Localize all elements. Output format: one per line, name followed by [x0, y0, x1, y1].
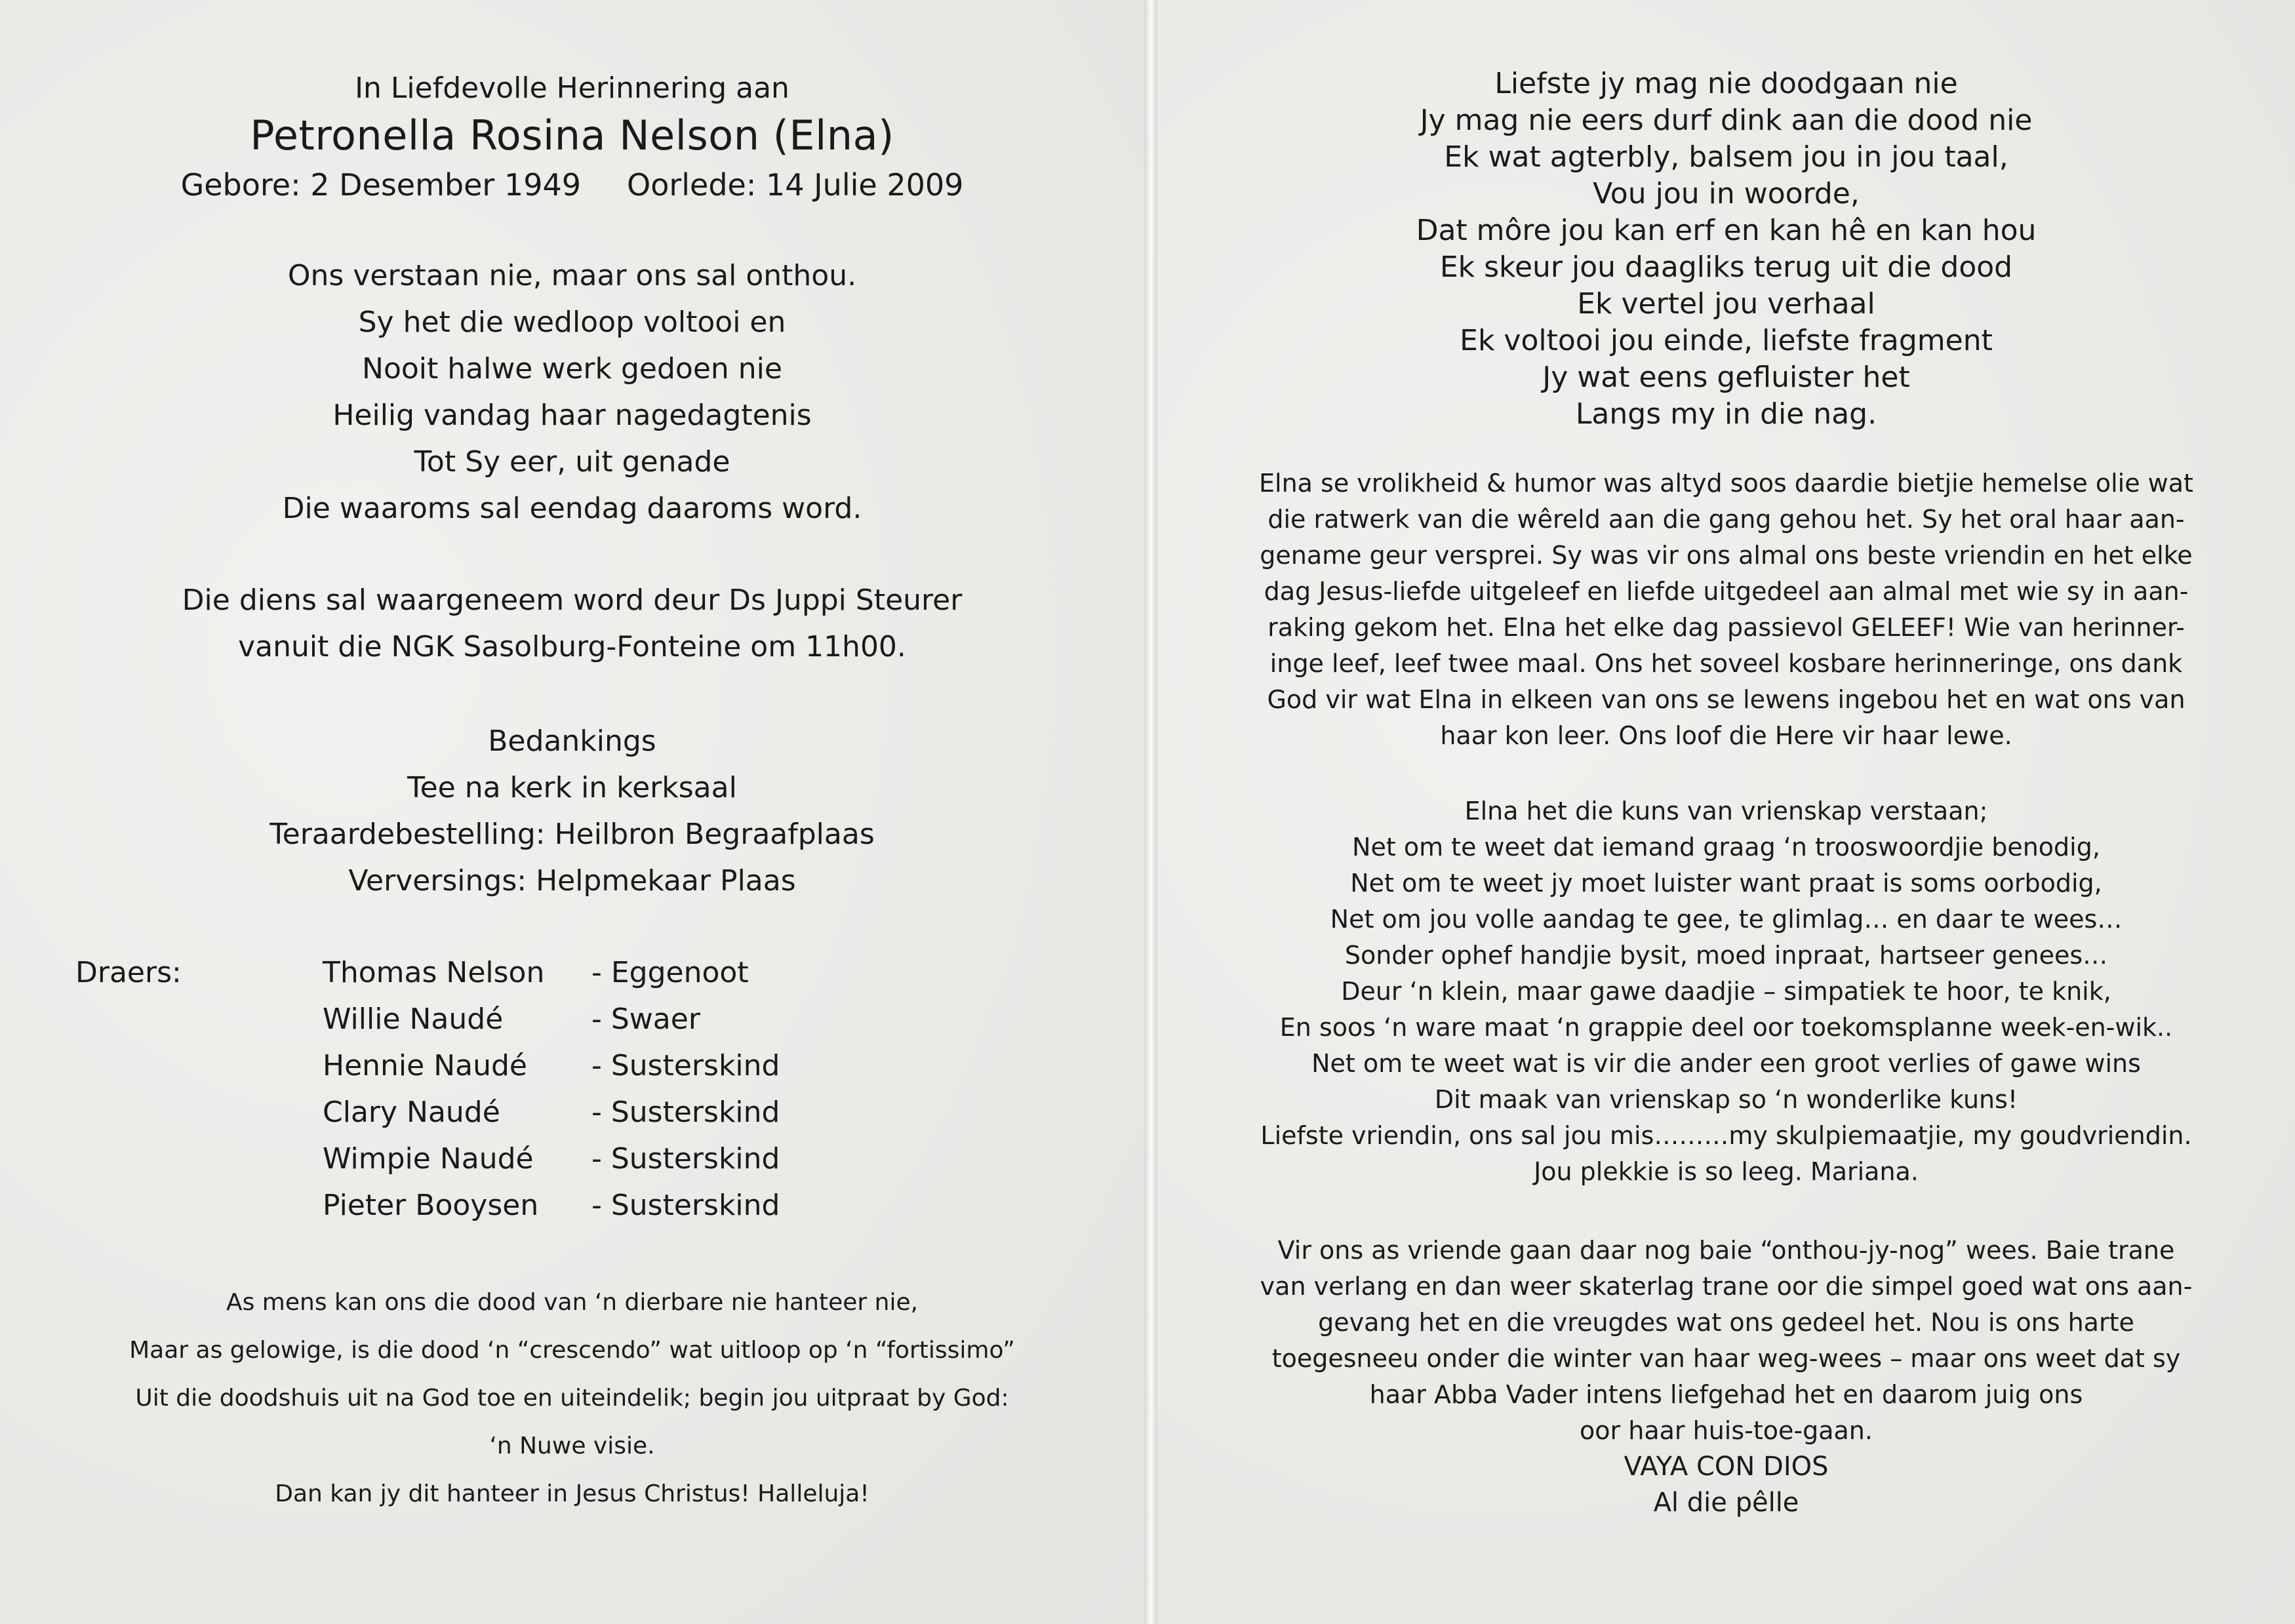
friendship-line: Sonder ophef handjie bysit, moed inpraat, hartseer genees… [1344, 941, 2108, 970]
service-info [0, 577, 1144, 670]
opening-poem [0, 252, 1144, 532]
tribute-line: die ratwerk van die wêreld aan die gang gehou het. Sy het oral haar aan- [1267, 505, 2185, 534]
bearer-name: Thomas Nelson [323, 956, 545, 989]
bearer-relation: - Susterskind [591, 1142, 780, 1176]
bearers-list [323, 949, 780, 1229]
friendship-line: Deur ‘n klein, maar gawe daadjie – simpatiek te hoor, te knik, [1341, 977, 2111, 1006]
memorial-header [0, 69, 1144, 207]
poem-line: Jy mag nie eers durf dink aan die dood nie [1420, 104, 2033, 137]
tribute-line: raking gekom het. Elna het elke dag passievol GELEEF! Wie van herinner- [1267, 613, 2185, 642]
bearer-row [323, 1136, 780, 1182]
poem-line: Dat môre jou kan erf en kan hê en kan hou [1416, 214, 2037, 247]
poem-line: Jy wat eens gefluister het [1542, 361, 1910, 394]
friendship-line: Dit maak van vrienskap so ‘n wonderlike kuns! [1434, 1085, 2018, 1114]
bearer-relation: - Eggenoot [591, 956, 749, 989]
friendship-line: Liefste vriendin, ons sal jou mis………my skulpiemaatjie, my goudvriendin. [1260, 1121, 2192, 1150]
bearer-row [323, 1089, 780, 1136]
poem-line: Ek wat agterbly, balsem jou in jou taal, [1444, 140, 2008, 174]
poem-line: Tot Sy eer, uit genade [414, 445, 730, 479]
signoff-signature: Al die pêlle [1653, 1488, 1799, 1518]
closing-line: Maar as gelowige, is die dood ‘n “crescendo” wat uitloop op ‘n “fortissimo” [129, 1337, 1015, 1364]
farewell-line: oor haar huis-toe-gaan. [1580, 1416, 1873, 1445]
poem-line: Die waaroms sal eendag daaroms word. [282, 492, 862, 525]
tribute-line: God vir wat Elna in elkeen van ons se lewens ingebou het en wat ons van [1267, 685, 2185, 714]
deceased-name: Petronella Rosina Nelson (Elna) [250, 111, 894, 159]
arrangements-heading: Bedankings [488, 724, 656, 758]
bearer-row [323, 949, 780, 996]
bearer-relation: - Susterskind [591, 1189, 780, 1222]
bearers-label: Draers: [75, 956, 182, 989]
birth-date: Gebore: 2 Desember 1949 [180, 167, 581, 203]
closing-line: Uit die doodshuis uit na God toe en uiteindelik; begin jou uitpraat by God: [135, 1385, 1009, 1412]
friendship-line: En soos ‘n ware maat ‘n grappie deel oor toekomsplanne week-en-wik.. [1279, 1013, 2173, 1042]
closing-line: As mens kan ons die dood van ‘n dierbare nie hanteer nie, [226, 1289, 919, 1316]
tribute-line: haar kon leer. Ons loof die Here vir haar lewe. [1440, 721, 2012, 750]
bearer-relation: - Susterskind [591, 1096, 780, 1129]
farewell-line: gevang het en die vreugdes wat ons gedeel het. Nou is ons harte [1318, 1308, 2134, 1337]
friendship-line: Net om jou volle aandag te gee, te glimlag… en daar te wees… [1330, 905, 2123, 934]
service-line: Die diens sal waargeneem word deur Ds Juppi Steurer [182, 584, 963, 617]
bearer-row [323, 996, 780, 1042]
poem-line: Ek vertel jou verhaal [1577, 287, 1875, 321]
farewell-line: van verlang en dan weer skaterlag trane oor die simpel goed wat ons aan- [1260, 1272, 2193, 1301]
friendship-line: Net om te weet jy moet luister want praat is soms oorbodig, [1350, 869, 2102, 898]
bearer-name: Pieter Booysen [323, 1189, 539, 1222]
bearer-row [323, 1042, 780, 1089]
poem-line: Nooit halwe werk gedoen nie [362, 352, 782, 386]
arrangement-line: Tee na kerk in kerksaal [407, 771, 737, 804]
death-date: Oorlede: 14 Julie 2009 [627, 167, 964, 203]
tribute-line: Elna se vrolikheid & humor was altyd soos daardie bietjie hemelse olie wat [1259, 469, 2193, 498]
poem-line: Ek voltooi jou einde, liefste fragment [1460, 324, 1993, 357]
bearer-name: Wimpie Naudé [323, 1142, 534, 1176]
farewell-line: haar Abba Vader intens liefgehad het en daarom juig ons [1369, 1380, 2083, 1409]
bearer-row [323, 1182, 780, 1229]
header-lead: In Liefdevolle Herinnering aan [355, 71, 789, 105]
bearer-name: Clary Naudé [323, 1096, 500, 1129]
poem-line: Liefste jy mag nie doodgaan nie [1494, 67, 1958, 100]
bearer-relation: - Swaer [591, 1002, 700, 1036]
poem-line: Ons verstaan nie, maar ons sal onthou. [287, 259, 857, 292]
poem-line: Ek skeur jou daagliks terug uit die dood [1439, 250, 2013, 284]
arrangement-line: Verversings: Helpmekaar Plaas [348, 864, 796, 898]
closing-message [0, 1278, 1144, 1518]
friendship-poem [1157, 793, 2295, 1190]
bearer-relation: - Susterskind [591, 1049, 780, 1082]
farewell-line: Vir ons as vriende gaan daar nog baie “onthou-jy-nog” wees. Baie trane [1277, 1236, 2175, 1265]
farewell-line: toegesneeu onder die winter van haar weg-wees – maar ons weet dat sy [1271, 1344, 2181, 1373]
friendship-line: Jou plekkie is so leeg. Mariana. [1534, 1157, 1919, 1186]
arrangement-line: Teraardebestelling: Heilbron Begraafplaas [269, 818, 875, 851]
tribute-line: dag Jesus-liefde uitgeleef en liefde uitgedeel aan almal met wie sy in aan- [1264, 577, 2189, 606]
life-dates [0, 163, 1144, 207]
memorial-poem [1157, 66, 2295, 433]
poem-line: Langs my in die nag. [1575, 397, 1877, 431]
bearer-name: Willie Naudé [323, 1002, 504, 1036]
closing-line: Dan kan jy dit hanteer in Jesus Christus! Halleluja! [275, 1480, 869, 1507]
card-fold [1144, 0, 1157, 1624]
poem-line: Sy het die wedloop voltooi en [358, 306, 786, 339]
tribute-line: gename geur versprei. Sy was vir ons almal ons beste vriendin en het elke [1260, 541, 2193, 570]
service-line: vanuit die NGK Sasolburg-Fonteine om 11h00. [238, 630, 906, 663]
friendship-line: Net om te weet dat iemand graag ‘n trooswoordjie benodig, [1352, 833, 2100, 862]
closing-line: ‘n Nuwe visie. [489, 1433, 655, 1459]
poem-line: Heilig vandag haar nagedagtenis [332, 399, 812, 432]
tribute-line: inge leef, leef twee maal. Ons het soveel kosbare herinneringe, ons dank [1269, 649, 2183, 678]
signoff-line: VAYA CON DIOS [1624, 1452, 1829, 1482]
friendship-line: Net om te weet wat is vir die ander een groot verlies of gawe wins [1311, 1049, 2141, 1078]
bearer-name: Hennie Naudé [323, 1049, 527, 1082]
farewell-paragraph [1157, 1233, 2295, 1521]
arrangements [0, 718, 1144, 904]
poem-line: Vou jou in woorde, [1593, 177, 1860, 210]
friendship-line: Elna het die kuns van vrienskap verstaan; [1464, 797, 1988, 825]
tribute-paragraph [1157, 465, 2295, 754]
